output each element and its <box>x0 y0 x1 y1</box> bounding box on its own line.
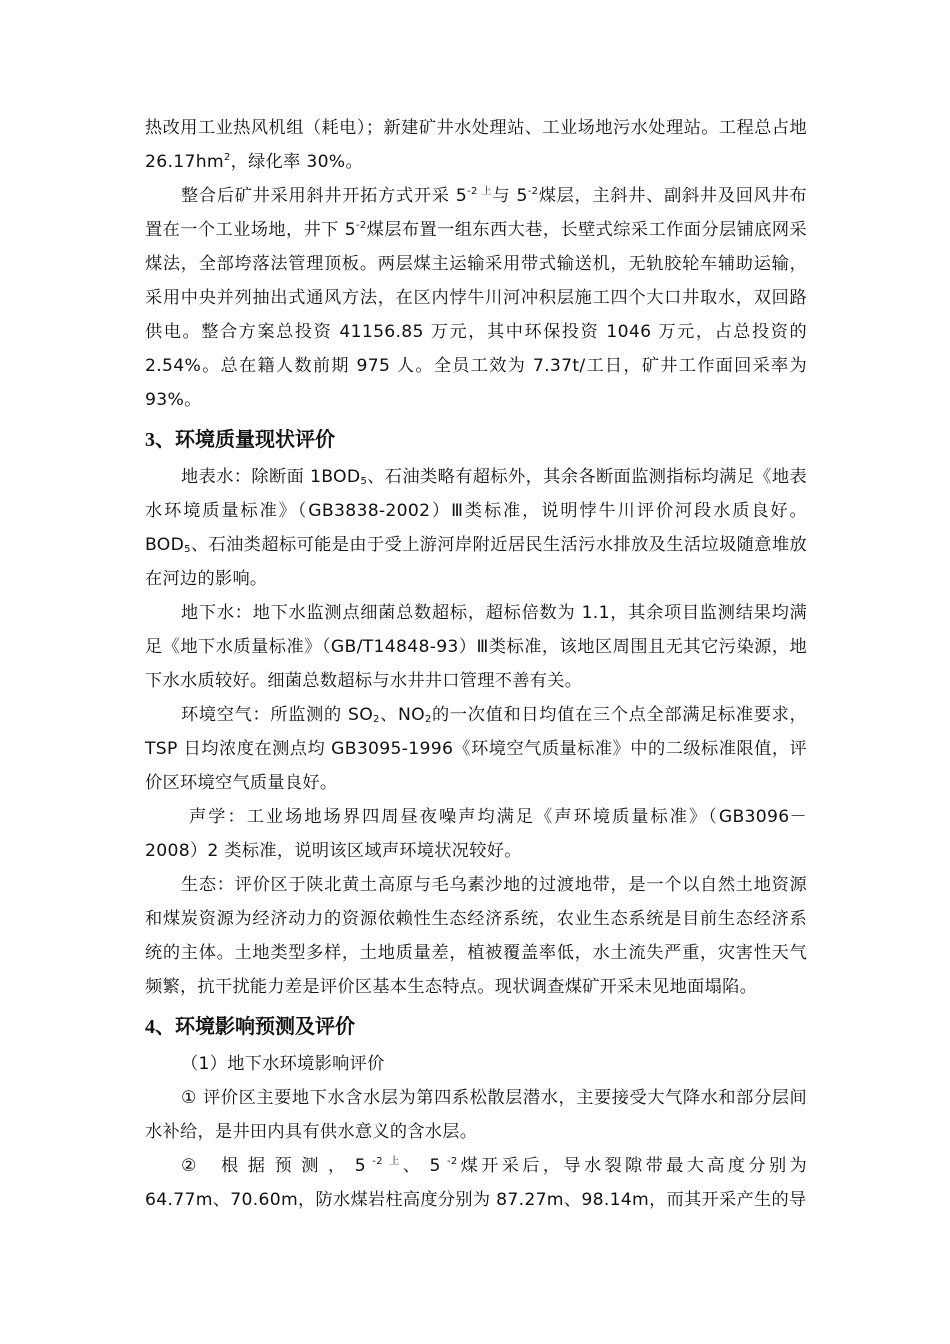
section-heading-3: 3、环境质量现状评价 <box>145 427 335 451</box>
paragraph-acoustic: 声学：工业场地场界四周昼夜噪声均满足《声环境质量标准》（GB3096－2008）2 类标准，说明该区域声环境状况较好。 <box>145 807 807 861</box>
paragraph-engineering-summary: 热改用工业热风机组（耗电）；新建矿井水处理站、工业场地污水处理站。工程总占地 $26.17hm^2$，绿化率 30%。 <box>145 118 807 172</box>
paragraph-mining-plan: 整合后矿井采用斜井开拓方式开采 $5^{-2 上}$与 $5^{-2}$煤层，主斜井、副斜井及回风井布置在一个工业场地，井下 $5^{-2}$煤层布置一组东西大巷，长壁式综采工作面分层铺底网采煤法，全部垮落法管理顶板。两层煤主运输采用带式输送机，无轨胶轮车辅助运输，采用中央并列抽出式通风方法，在区内悖牛川河冲积层施工四个大口井取水，双回路供电。整合方案总投资 41156.85 万元，其中环保投资 1046 万元，占总投资的 2.54%。总在籍人数前期 975 人。全员工效为 7.37t/工日，矿井工作面回采率为 93%。 <box>145 186 807 410</box>
paragraph-air: 环境空气：所监测的 $SO_2$、$NO_2$的一次值和日均值在三个点全部满足标准要求，TSP 日均浓度在测点均 GB3095-1996《环境空气质量标准》中的二级标准限值，评价区环境空气质量良好。 <box>145 705 807 793</box>
section-heading-4: 4、环境影响预测及评价 <box>145 1014 355 1038</box>
document-body <box>145 111 807 1217</box>
paragraph-ecology: 生态：评价区于陕北黄土高原与毛乌素沙地的过渡地带，是一个以自然土地资源和煤炭资源为经济动力的资源依赖性生态经济系统，农业生态系统是目前生态经济系统的主体。土地类型多样，土地质量差，植被覆盖率低，水土流失严重，灾害性天气频繁，抗干扰能力差是评价区基本生态特点。现状调查煤矿开采未见地面塌陷。 <box>145 875 807 997</box>
paragraph-fracture-prediction: ② 根据预测，$5^{-2 上}$、$5^{-2}$煤开采后，导水裂隙带最大高度分别为 64.77m、70.60m，防水煤岩柱高度分别为 87.27m、98.14m，而其开采产生的导 <box>145 1156 808 1210</box>
paragraph-surface-water: 地表水：除断面 $1BOD_5$、石油类略有超标外，其余各断面监测指标均满足《地表水环境质量标准》（GB3838-2002）Ⅲ类标准，说明悖牛川评价河段水质良好。$BOD_5$、石油类超标可能是由于受上游河岸附近居民生活污水排放及生活垃圾随意堆放在河边的影响。 <box>145 467 807 589</box>
paragraph-groundwater: 地下水：地下水监测点细菌总数超标，超标倍数为 1.1，其余项目监测结果均满足《地下水质量标准》（GB/T14848-93）Ⅲ类标准，该地区周围且无其它污染源，地下水水质较好。细菌总数超标与水井井口管理不善有关。 <box>145 603 807 691</box>
subheading-groundwater-impact: （1）地下水环境影响评价 <box>181 1054 385 1074</box>
paragraph-aquifer: ① 评价区主要地下水含水层为第四系松散层潜水，主要接受大气降水和部分层间水补给，是井田内具有供水意义的含水层。 <box>145 1088 807 1142</box>
